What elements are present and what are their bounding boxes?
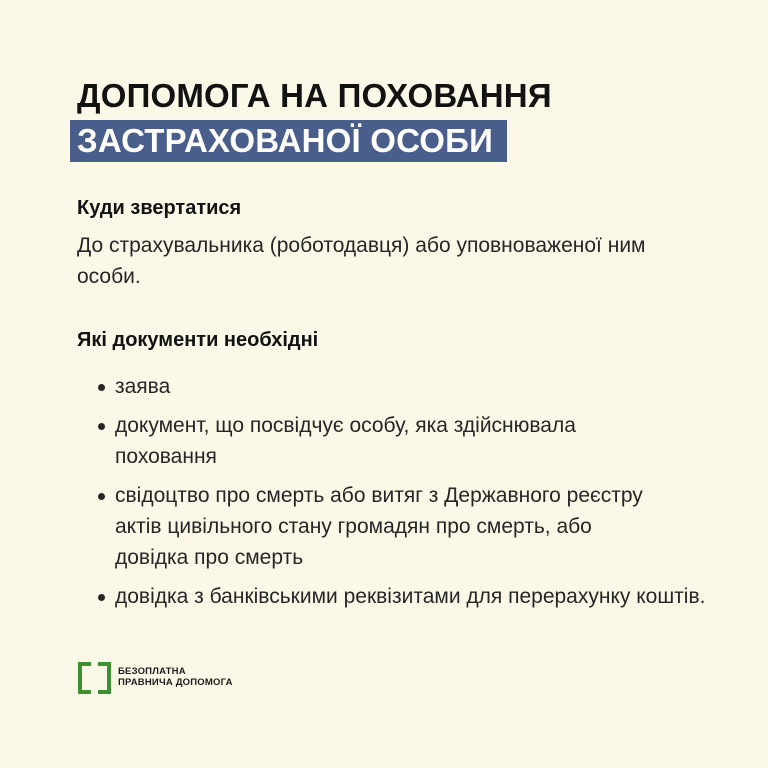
title-line-1: ДОПОМОГА НА ПОХОВАННЯ: [77, 77, 552, 114]
documents-section: [77, 327, 717, 620]
bullet-icon: [98, 594, 105, 601]
title-line-2-highlighted: ЗАСТРАХОВАНОЇ ОСОБИ: [70, 120, 507, 162]
list-item: [77, 371, 675, 402]
bullet-icon: [98, 384, 105, 391]
free-legal-aid-logo: [78, 662, 233, 692]
logo-text-line-2: ПРАВНИЧА ДОПОМОГА: [118, 677, 233, 688]
bullet-icon: [98, 423, 105, 430]
documents-list: [77, 371, 717, 612]
list-item-text: довідка з банківськими реквізитами для перерахунку коштів.: [115, 585, 706, 608]
documents-heading: Які документи необхідні: [77, 329, 319, 351]
list-item-text: свідоцтво про смерть або витяг з Державного реєстру актів цивільного стану громадян про смерть, або довідка про смерть: [115, 484, 643, 569]
page-title: [77, 76, 552, 162]
brackets-logo-icon: [78, 662, 111, 692]
list-item: [77, 410, 675, 472]
list-item-text: документ, що посвідчує особу, яка здійснювала поховання: [115, 414, 576, 468]
bullet-icon: [98, 493, 105, 500]
list-item: [77, 581, 755, 612]
logo-text-line-1: БЕЗОПЛАТНА: [118, 666, 186, 677]
where-to-apply-heading: Куди звертатися: [77, 197, 242, 219]
where-to-apply-text: До страхувальника (роботодавця) або уповноваженої ним особи.: [77, 234, 646, 288]
list-item: [77, 480, 655, 573]
where-to-apply-section: [77, 195, 717, 292]
list-item-text: заява: [115, 375, 171, 398]
logo-text: [118, 666, 233, 688]
